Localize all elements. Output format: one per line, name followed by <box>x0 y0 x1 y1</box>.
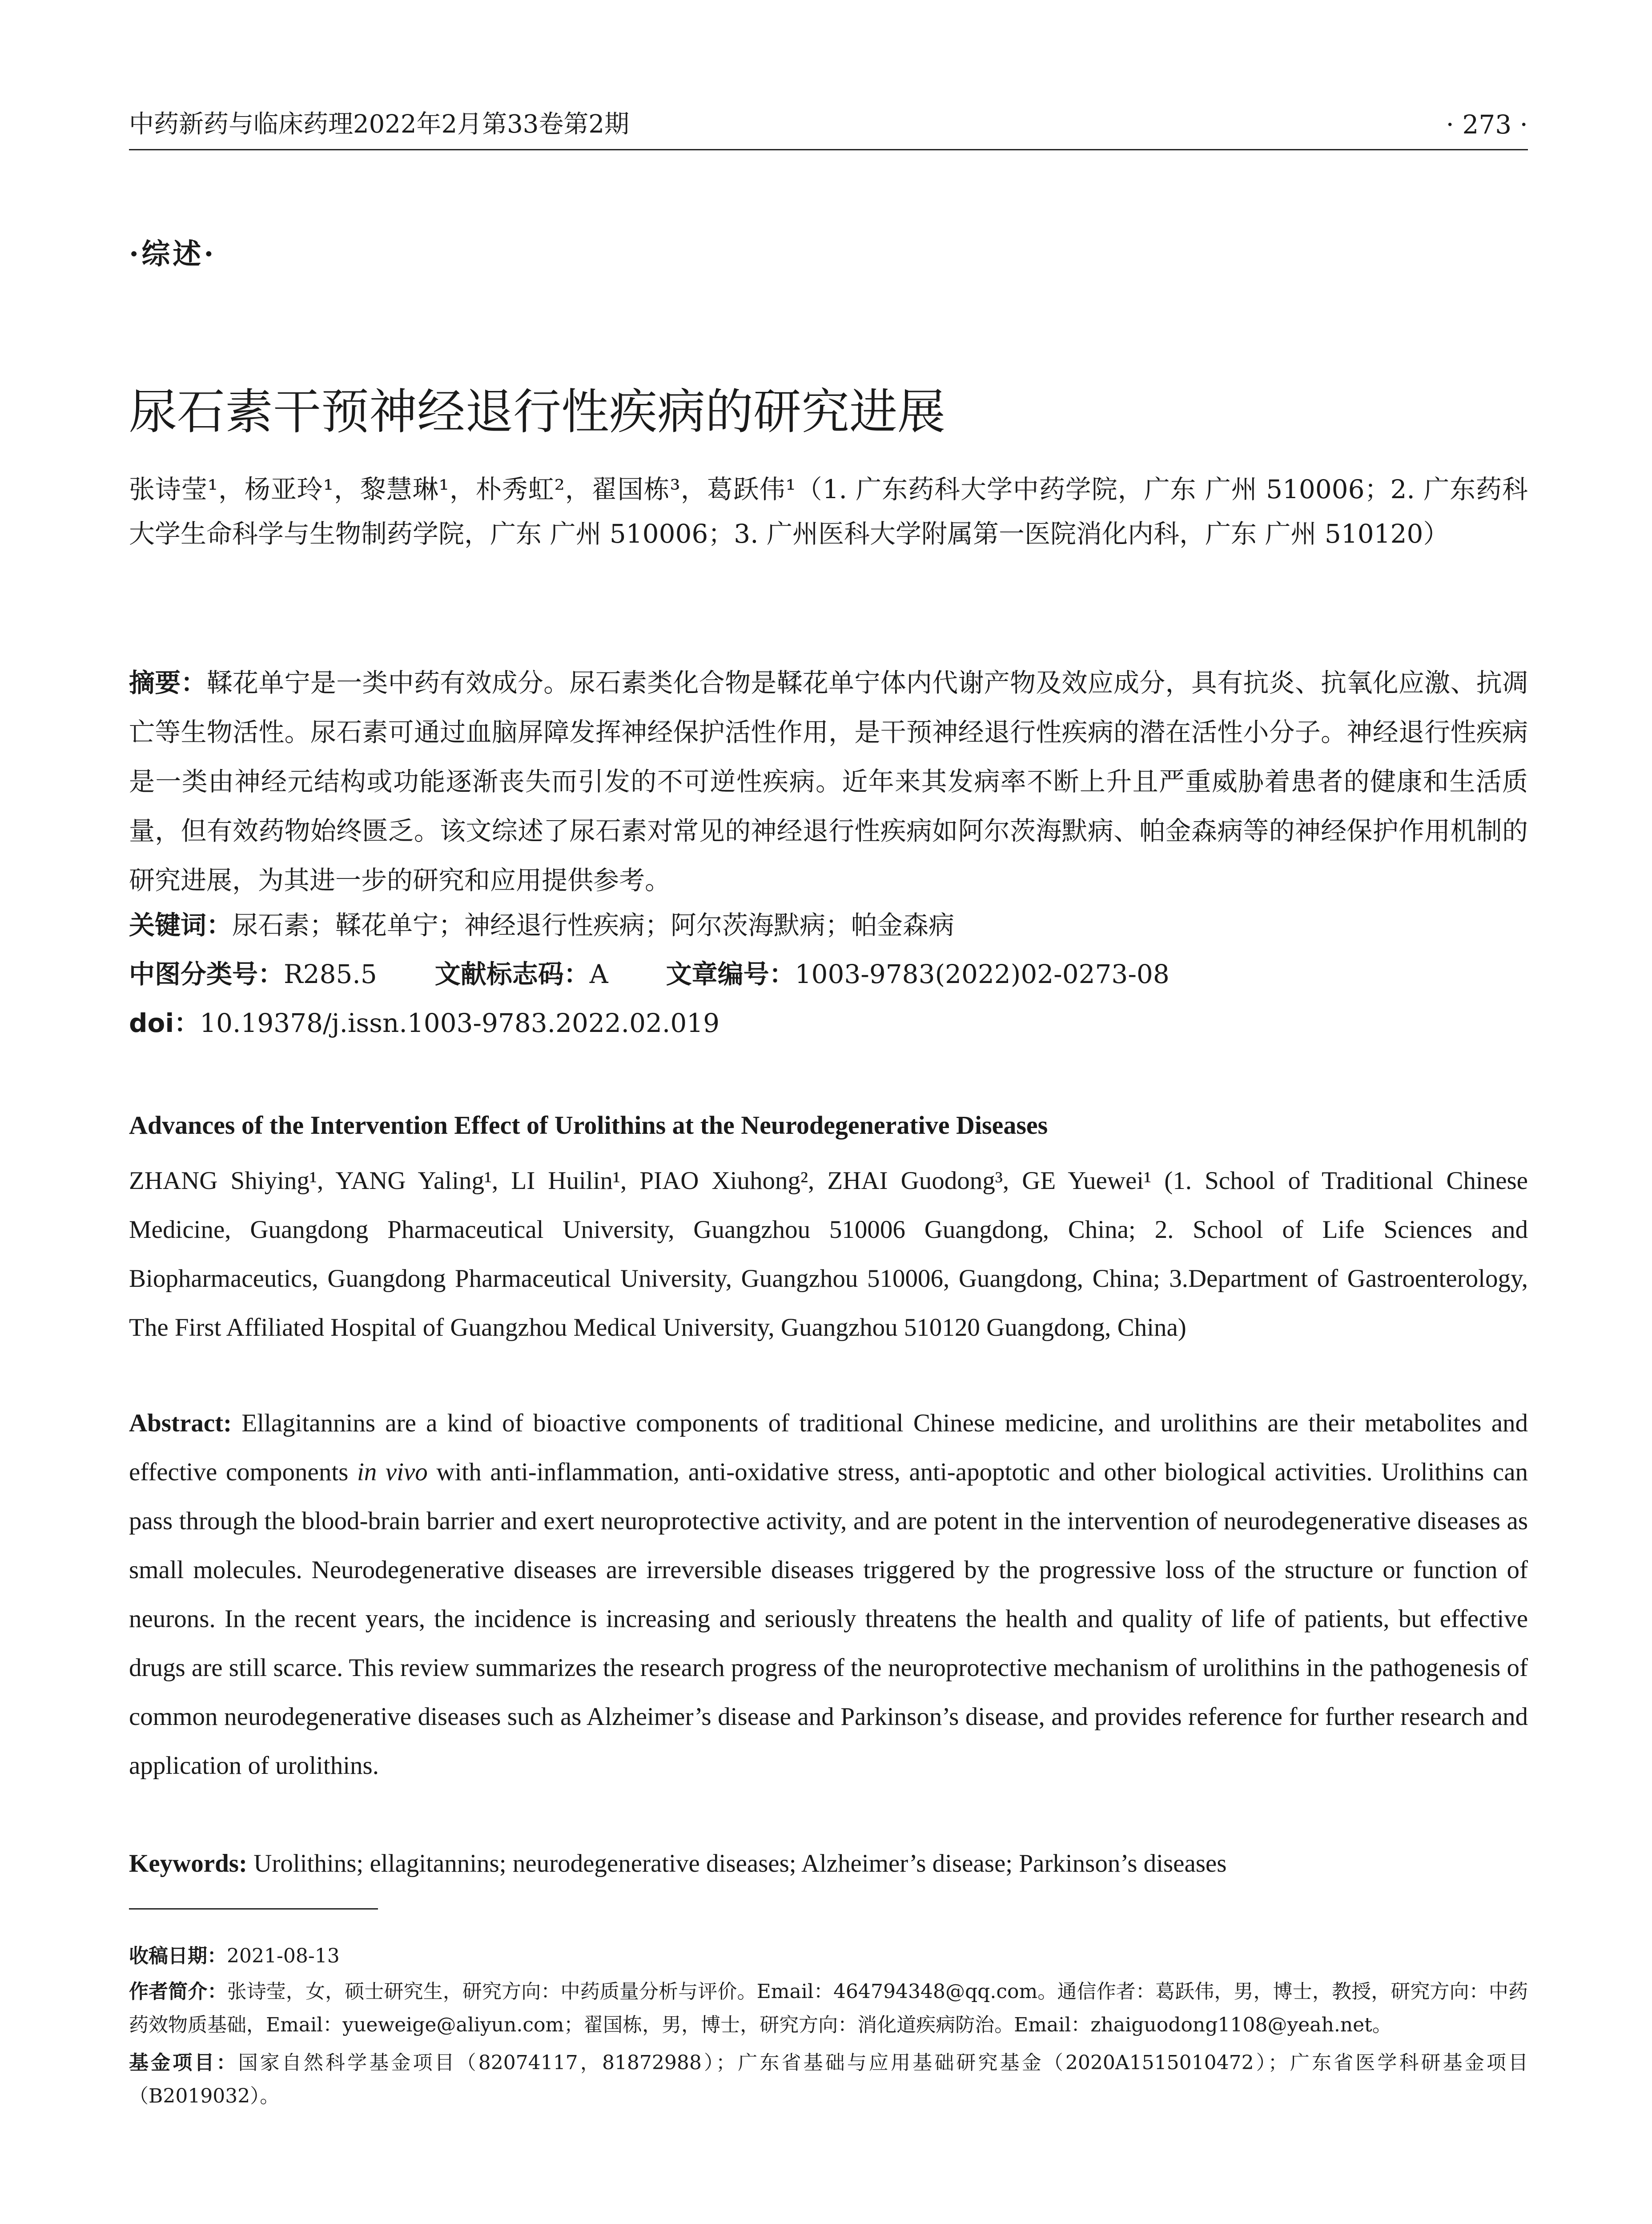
doi-line <box>129 1005 719 1041</box>
section-label: ·综述· <box>129 238 217 271</box>
footnote-funding <box>129 2046 1528 2113</box>
doi-value[interactable]: 10.19378/j.issn.1003-9783.2022.02.019 <box>200 1008 720 1038</box>
clc-value: R285.5 <box>284 959 377 989</box>
authors-affiliations-en: ZHANG Shiying¹, YANG Yaling¹, LI Huilin¹, PIAO Xiuhong², ZHAI Guodong³, GE Yuewei¹ (1. School of Traditional Chinese Medicine, Guangdong Pharmaceutical University, Guangzhou 510006 Guangdong, China; 2. School of Life Sciences and Biopharmaceutics, Guangdong Pharmaceutical University, Guangzhou 510006, Guangdong, China; 3.Department of Gastroenterology, The First Affiliated Hospital of Guangzhou Medical University, Guangzhou 510120 Guangdong, China) <box>129 1167 1528 1342</box>
keywords-cn-text: 尿石素；鞣花单宁；神经退行性疾病；阿尔茨海默病；帕金森病 <box>232 910 955 940</box>
received-date: 2021-08-13 <box>227 1945 340 1967</box>
doc-code-label: 文献标志码： <box>434 959 590 989</box>
abstract-en-italic: in vivo <box>357 1458 428 1486</box>
doi-label: doi： <box>129 1008 200 1038</box>
authors-affiliations-cn: 张诗莹¹，杨亚玲¹，黎慧琳¹，朴秀虹²，翟国栋³，葛跃伟¹（1. 广东药科大学中药学院，广东 广州 510006；2. 广东药科大学生命科学与生物制药学院，广东 广州 510006；3. 广州医科大学附属第一医院消化内科，广东 广州 510120） <box>129 474 1528 549</box>
journal-issue: 中药新药与临床药理2022年2月第33卷第2期 <box>129 110 630 139</box>
footnote-author-bio <box>129 1975 1528 2042</box>
abstract-en <box>129 1399 1528 1790</box>
received-label: 收稿日期： <box>129 1945 227 1967</box>
keywords-cn-label: 关键词： <box>129 910 233 940</box>
abstract-cn-text: 鞣花单宁是一类中药有效成分。尿石素类化合物是鞣花单宁体内代谢产物及效应成分，具有抗炎、抗氧化应激、抗凋亡等生物活性。尿石素可通过血脑屏障发挥神经保护活性作用，是干预神经退行性疾病的潜在活性小分子。神经退行性疾病是一类由神经元结构或功能逐渐丧失而引发的不可逆性疾病。近年来其发病率不断上升且严重威胁着患者的健康和生活质量，但有效药物始终匮乏。该文综述了尿石素对常见的神经退行性疾病如阿尔茨海默病、帕金森病等的神经保护作用机制的研究进展，为其进一步的研究和应用提供参考。 <box>129 668 1528 895</box>
article-number-value: 1003-9783(2022)02-0273-08 <box>795 959 1170 989</box>
footnote-received <box>129 1939 1528 1973</box>
keywords-en-label: Keywords: <box>129 1849 247 1878</box>
bio-text: 张诗莹，女，硕士研究生，研究方向：中药质量分析与评价。Email：464794348@qq.com。通信作者：葛跃伟，男，博士，教授，研究方向：中药药效物质基础，Email：yueweige@aliyun.com；翟国栋，男，博士，研究方向：消化道疾病防治。Email：zhaiguodong1108@yeah.net。 <box>129 1980 1528 2036</box>
clc-label: 中图分类号： <box>129 959 284 989</box>
abstract-en-label: Abstract: <box>129 1409 232 1437</box>
fund-label: 基金项目： <box>129 2051 238 2074</box>
abstract-cn-label: 摘要： <box>129 668 207 698</box>
fund-text: 国家自然科学基金项目（82074117，81872988）；广东省基础与应用基础研究基金（2020A1515010472）；广东省医学科研基金项目（B2019032）。 <box>129 2051 1528 2107</box>
abstract-en-text-1: Ellagitannins are a kind of bioactive components of traditional Chinese medicine, and urolithins are their metabolites and effective components <box>129 1409 1528 1486</box>
abstract-en-text-2: with anti-inflammation, anti-oxidative stress, anti-apoptotic and other biological activities. Urolithins can pass through the blood-brain barrier and exert neuroprotective activity, and are potent in the intervention of neurodegenerative diseases as small molecules. Neurodegenerative diseases are irreversible diseases triggered by the progressive loss of the structure or function of neurons. In the recent years, the incidence is increasing and seriously threatens the health and quality of life of patients, but effective drugs are still scarce. This review summarizes the research progress of the neuroprotective mechanism of urolithins in the pathogenesis of common neurodegenerative diseases such as Alzheimer’s disease and Parkinson’s disease, and provides reference for further research and application of urolithins. <box>129 1458 1528 1780</box>
keywords-en-text: Urolithins; ellagitannins; neurodegenerative diseases; Alzheimer’s disease; Parkinson’s diseases <box>253 1849 1227 1878</box>
article-number-label: 文章编号： <box>666 959 795 989</box>
bio-label: 作者简介： <box>129 1980 227 2003</box>
article-title: 尿石素干预神经退行性疾病的研究进展 <box>129 384 946 440</box>
doc-code-value: A <box>589 959 608 989</box>
classification-line <box>129 956 1170 992</box>
running-header <box>129 109 1528 150</box>
page-number: · 273 · <box>1446 109 1528 140</box>
keywords-cn <box>129 907 954 943</box>
footnote-divider <box>129 1908 378 1910</box>
keywords-en <box>129 1846 1528 1882</box>
abstract-cn <box>129 658 1528 905</box>
english-title: Advances of the Intervention Effect of Urolithins at the Neurodegenerative Diseases <box>129 1111 1048 1140</box>
